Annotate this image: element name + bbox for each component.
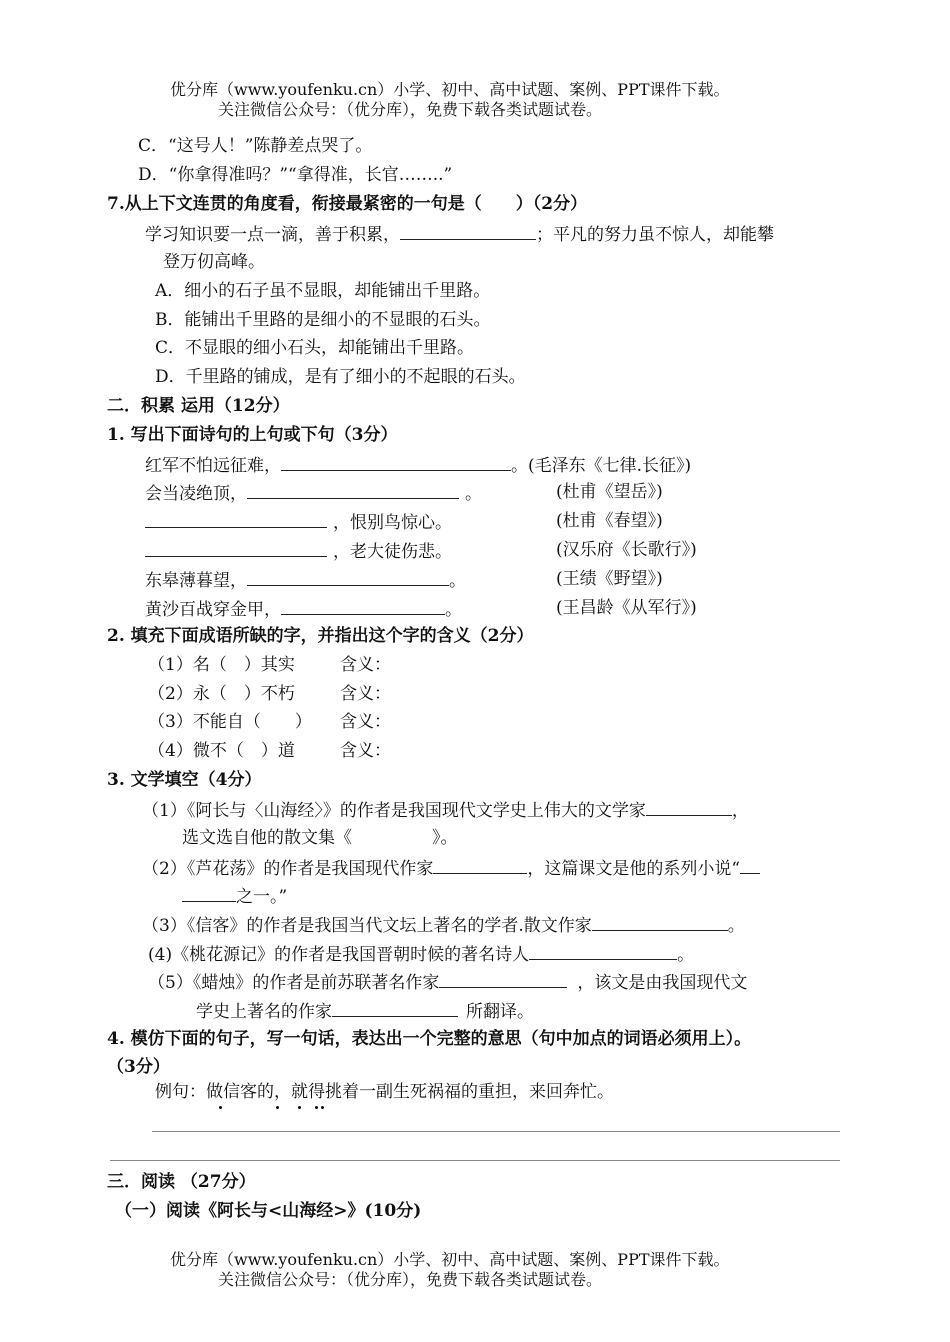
poem-row-1 [145, 452, 691, 478]
s2-q4-score: （3分） [107, 1057, 170, 1077]
idiom-1: （1）名（ ）其实 [148, 655, 295, 675]
lit-4-text: (4)《桃花源记》的作者是我国晋朝时候的著名诗人 [148, 945, 530, 965]
idiom-4-meaning: 含义： [340, 741, 391, 761]
poem-3-blank[interactable] [145, 509, 327, 528]
lit-5-end: 所翻译。 [466, 1002, 534, 1022]
footer-line-2: 关注微信公众号：（优分库），免费下载各类试题试卷。 [218, 1270, 603, 1289]
poem-1-source: 。(毛泽东《七律.长征》) [511, 456, 692, 476]
lit-2-text-b: ，这篇课文是他的系列小说“ [527, 859, 741, 879]
lit-3-end: 。 [727, 916, 745, 936]
poem-4-source: (汉乐府《长歌行》) [556, 540, 697, 560]
lit-2-blank[interactable] [433, 855, 527, 874]
q7-option-b: B．能铺出千里路的是细小的不显眼的石头。 [155, 310, 491, 330]
lit-4-end: 。 [677, 945, 695, 965]
poem-row-3 [145, 509, 452, 535]
s2-q3-title: 3. 文学填空（4分） [107, 770, 262, 790]
lit-5-blank[interactable] [439, 969, 567, 988]
poem-row-2 [145, 480, 482, 506]
lit-2 [142, 855, 760, 881]
lit-1-text: （1）《阿长与〈山海经〉》的作者是我国现代文学史上伟大的文学家 [142, 801, 646, 821]
poem-5-text: 东皋薄暮望， [145, 571, 247, 591]
section3-title: 三．阅读 （27分） [107, 1172, 256, 1192]
q4-example [155, 1080, 950, 1104]
poem-2-text: 会当凌绝顶， [145, 484, 247, 504]
lit-2-text: （2）《芦花荡》的作者是我国现代作家 [142, 859, 434, 879]
lit-1-blank[interactable] [646, 797, 732, 816]
poem-row-5 [145, 567, 466, 593]
lit-3-text: （3）《信客》的作者是我国当代文坛上著名的学者.散文作家 [142, 916, 592, 936]
lit-5-cont [196, 998, 534, 1024]
lit-2-series-blank-a[interactable] [740, 855, 760, 874]
poem-4-text: ，老大徒伤悲。 [333, 542, 452, 562]
lit-5-translator-blank[interactable] [332, 998, 458, 1017]
q7-answer-blank[interactable] [400, 221, 536, 240]
idiom-2: （2）永（ ）不朽 [148, 684, 295, 704]
lit-5-text-b: ，该文是由我国现代文 [577, 973, 748, 993]
poem-6-end: 。 [445, 600, 462, 620]
idiom-3-meaning: 含义： [340, 712, 391, 732]
header-line-2: 关注微信公众号：（优分库），免费下载各类试题试卷。 [218, 100, 603, 119]
poem-4-blank[interactable] [145, 538, 327, 557]
poem-2-end: 。 [465, 484, 482, 504]
idiom-1-meaning: 含义： [340, 655, 391, 675]
s2-q1-title: 1. 写出下面诗句的上句或下句（3分） [107, 425, 398, 445]
s2-q2-title: 2. 填充下面成语所缺的字，并指出这个字的含义（2分） [107, 626, 534, 646]
answer-line-1[interactable] [152, 1131, 840, 1132]
lit-1-collection-end: 》。 [432, 828, 458, 848]
lit-4 [148, 941, 694, 967]
poem-5-blank[interactable] [247, 567, 449, 586]
emphasis-dot [315, 1106, 318, 1109]
q7-stem-part-a: 学习知识要一点一滴，善于积累， [145, 225, 400, 245]
poem-1-blank[interactable] [281, 452, 511, 471]
lit-2-series-blank-b[interactable] [182, 883, 236, 902]
poem-row-6 [145, 596, 462, 622]
poem-1-text: 红军不怕远征难， [145, 456, 281, 476]
poem-6-source: (王昌龄《从军行》) [556, 598, 697, 618]
poem-row-4 [145, 538, 452, 564]
poem-2-blank[interactable] [247, 480, 459, 499]
lit-3-blank[interactable] [592, 912, 728, 931]
q7-stem-part-b: ；平凡的努力虽不惊人，却能攀 [536, 225, 774, 245]
lit-1-collection: 选文选自他的散文集《 [182, 828, 352, 848]
lit-5-text: （5）《蜡烛》的作者是前苏联著名作家 [148, 973, 440, 993]
idiom-4: （4）微不（ ）道 [148, 741, 295, 761]
q7-option-c: C．不显眼的细小石头，却能铺出千里路。 [155, 338, 475, 358]
s2-q4-title: 4. 模仿下面的句子，写一句话，表达出一个完整的意思（句中加点的词语必须用上）。 [107, 1029, 752, 1049]
answer-line-2[interactable] [110, 1160, 840, 1161]
header-line-1: 优分库（www.youfenku.cn）小学、初中、高中试题、案例、PPT课件下载。 [170, 80, 730, 99]
section3-sub1: （一）阅读《阿长与<山海经>》(10分) [115, 1201, 422, 1221]
q7-title: 7.从上下文连贯的角度看，衔接最紧密的一句是（ ）（2分） [107, 194, 588, 214]
poem-3-source: (杜甫《春望》) [556, 511, 663, 531]
emphasis-dot [321, 1106, 324, 1109]
q6-option-c: C．“这号人！”陈静差点哭了。 [138, 136, 373, 156]
lit-5-translator-text: 学史上著名的作家 [196, 1002, 332, 1022]
lit-1 [142, 797, 749, 823]
q7-option-a: A．细小的石子虽不显眼，却能铺出千里路。 [155, 281, 491, 301]
lit-1-end: ， [731, 801, 749, 821]
q7-option-d: D．千里路的铺成，是有了细小的不起眼的石头。 [155, 367, 526, 387]
lit-2-end: 之一。” [236, 887, 288, 907]
lit-3 [142, 912, 745, 938]
poem-2-source: (杜甫《望岳》) [556, 482, 663, 502]
emphasis-dot [276, 1106, 279, 1109]
section2-title: 二．积累 运用（12分） [107, 396, 290, 416]
poem-3-text: ，恨别鸟惊心。 [333, 513, 452, 533]
lit-5 [148, 969, 747, 995]
idiom-3: （3）不能自（ ） [148, 712, 312, 732]
emphasis-dot [298, 1106, 301, 1109]
footer-line-1: 优分库（www.youfenku.cn）小学、初中、高中试题、案例、PPT课件下载。 [170, 1250, 730, 1269]
q7-stem [145, 221, 774, 247]
lit-2-cont [182, 883, 287, 909]
emphasis-dot [219, 1106, 222, 1109]
q7-stem-cont: 登万仞高峰。 [163, 252, 265, 272]
lit-4-blank[interactable] [529, 941, 677, 960]
lit-1-cont [182, 826, 458, 850]
poem-5-source: (王绩《野望》) [556, 569, 663, 589]
q6-option-d: D．“你拿得准吗？”“拿得准，长官……..” [138, 165, 453, 185]
q4-example-text: 例句：做信客的，就得挑着一副生死祸福的重担，来回奔忙。 [155, 1082, 614, 1102]
poem-6-text: 黄沙百战穿金甲， [145, 600, 281, 620]
idiom-2-meaning: 含义： [340, 684, 391, 704]
poem-5-end: 。 [449, 571, 466, 591]
poem-6-blank[interactable] [281, 596, 445, 615]
